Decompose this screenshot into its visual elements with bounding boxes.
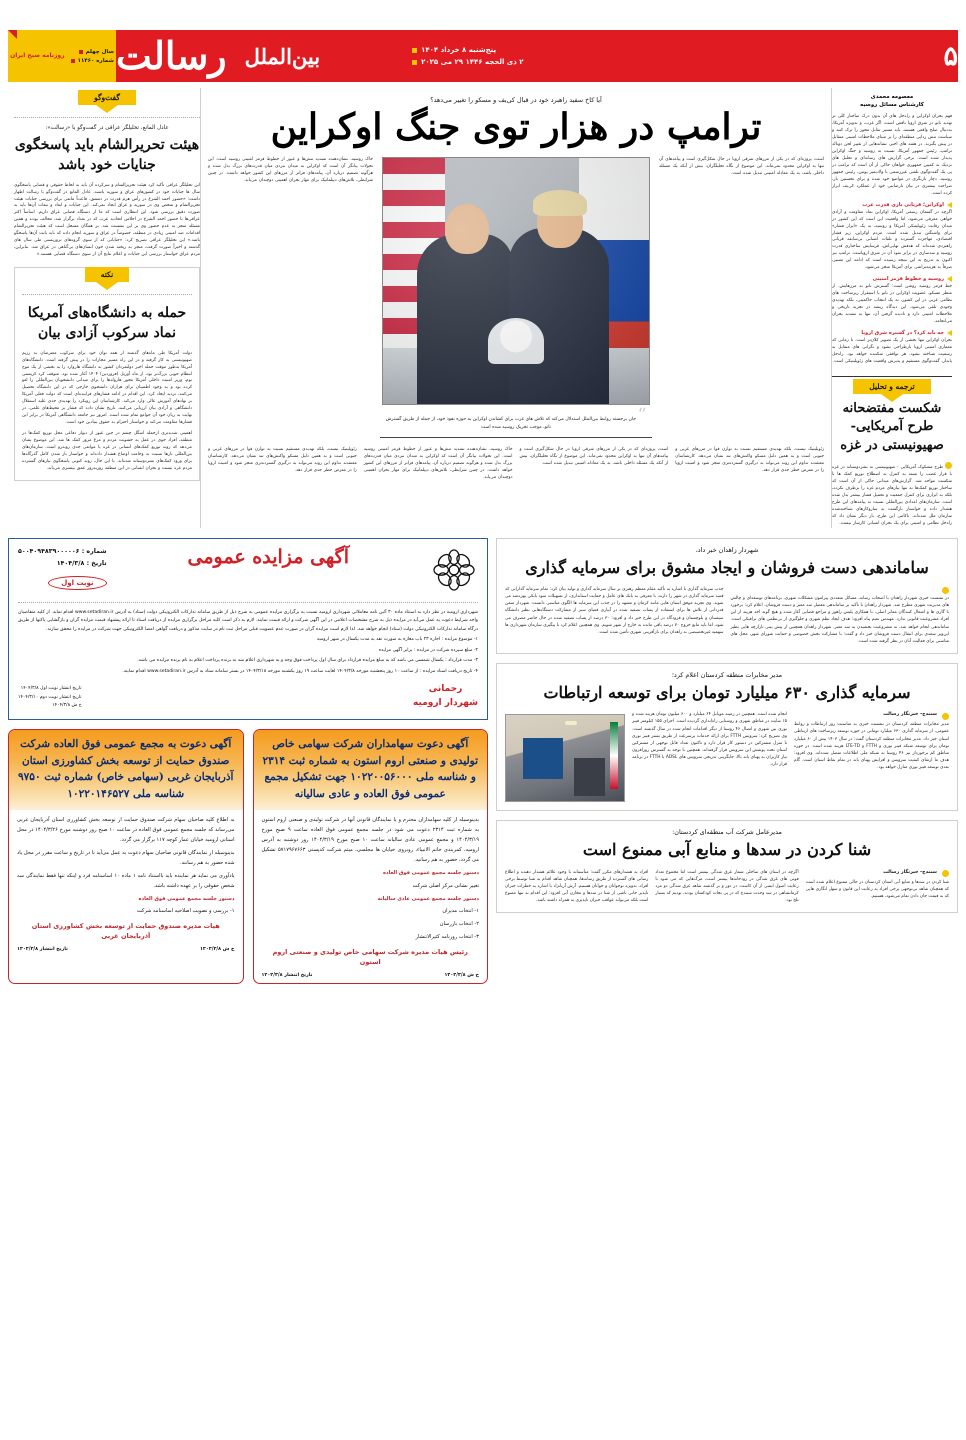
lead-lower-text-3: خاک روسیه، نشان‌دهنده تشدید تنش‌ها و عبور از خطوط قرمز امنیتی روسیه است. این تحولات بیانگر آن است که اوکراین به میدان نبردی میان قدرت‌های بزرگ بدل شده و هرگونه تصمیم درباره آن، پیامدهای فراتر از مرزهای این کشور خواهد داشت. در چنین شرایطی، تلاش‌های دیپلماتیک برای مهار بحران اهمیتی دوچندان می‌یابد. (363, 446, 513, 480)
lead-lower-text-4: ژئوپلیتیک نیست، بلکه تهدیدی مستقیم نسبت به توازن قوا در مرزهای غربی و جنوبی است و به همین دلیل مسکو واکنش‌های تند نشان می‌دهد. کارشناسان معتقدند تداوم این روند می‌تواند به درگیری گسترده‌تری منجر شود و امنیت اروپا را در معرض خطر جدی قرار دهد. (208, 446, 357, 473)
newspaper-page (0, 30, 966, 1440)
lead-headline: ترامپ در هزار توی جنگ اوکراین (270, 106, 762, 148)
lead-col-right (659, 157, 824, 443)
lead-lower-col-3 (364, 447, 513, 482)
news-col-left-3 (505, 869, 648, 905)
ad-date-line (18, 558, 107, 570)
lead-lower-grid (208, 447, 824, 482)
news-text-left-2: انجام شده است. همچنین در زمینه موبایل ۶۴ میلیارد و ۶۰۰ میلیون تومان هزینه شده و ۱۵ سایت در مناطق شهری و روستایی راه‌اندازی گردیده است. اجرای ۱۵۵ کیلومتر فیبر نوری بین شهری و اتصال ۴۶ روستا از دیگر اقدامات انجام شده در سال گذشته است. وی تصریح کرد: سرویس FTTH برای ارائه خدمات پرسرعت از طریق بستر فیبر نوری تا منزل مشترکین در دستور کار قرار دارد و تاکنون تعداد قابل توجهی از مشترکین استان تحت پوشش این سرویس قرار گرفته‌اند. همچنین با توجه به گسترش روزافزون نیاز کاربران به پهنای باند بالا، جایگزینی تدریجی سرویس های ADSL با FTTH در برنامه قرار دارد. (632, 712, 788, 768)
ad-publish-dates (18, 685, 82, 710)
lead-story (200, 88, 832, 528)
note-tag-wrap (22, 267, 192, 282)
byline-text-3: سنندج- خبرنگار رسالت (883, 869, 937, 875)
ad-card-2-agenda-title2: دستور جلسه مجمع عمومی عادی سالیانه (377, 895, 479, 902)
ad-card-2-agenda-2: ۲- انتخاب بازرسان (439, 921, 479, 928)
analysis-tag-wrap (832, 379, 952, 394)
lead-lower-text-2: است، پروژه‌ای که در یکی از مرزهای شرقی اروپا در حال شکل‌گیری است و پیامدهای آن تنها به اوکراین محدود نمی‌ماند. این موضوع از نگاه تحلیلگران، بیش از آنکه یک مسئله داخلی باشد، به یک معادله امنیتی تبدیل شده است. (519, 446, 669, 466)
news-col-mid-3 (655, 869, 798, 905)
ad-card-2-agenda-1: ۱- انتخاب مدیران (442, 908, 479, 915)
news-block-water (496, 820, 958, 913)
ad-date-value: ۱۴۰۴/۳/۸ (56, 559, 85, 567)
masthead-yellow-box (8, 30, 116, 82)
subhead-2-text: خط قرمز روسیه روشن است: گسترش ناتو به مرزهایش. از منظر مسکو، عضویت اوکراین در ناتو یا استقرار زیرساخت های نظامی غربی در این کشور، نه یک انتخاب حاکمیتی، بلکه تهدیدی وجودی تلقی می‌شود. این دیدگاه ریشه در تجربه تاریخی و ملاحظات امنیتی دارد و نادیده گرفتن آن، تنها به تشدید بحران می‌انجامد. (832, 284, 952, 324)
news-col-right-2 (794, 711, 949, 802)
dotted-rule-1 (14, 117, 200, 118)
quote-icon: “ (637, 405, 647, 426)
ad-card-agri-fund (8, 729, 244, 984)
ad-card-1-agenda-1: ۱- بررسی و تصویب اصلاحیه اساسنامه شرکت (136, 908, 235, 915)
ad-card-pair (8, 729, 488, 984)
ad-auction-item-4: ۴- تاریخ دریافت اسناد مزایده : از ساعت ۱۰ روز پنجشنبه مورخه ۱۴۰۴/۳/۸ لغایت ساعت ۱۹ روز یکشنبه مورخه ۱۴۰۴/۳/۱۸ در بستر سامانه ستاد به آدرس www.setadiran.ir اقدام نمایند. (122, 668, 478, 674)
date-lunar-gregorian: ۲ ذی الحجه ۱۴۴۶ ۲۹ می ۲۰۲۵ (412, 58, 523, 66)
ad-card-title-2: آگهی دعوت سهامداران شرکت سهامی خاص تولیدی و صنعتی اروم استون به شماره ثبت ۲۳۱۴ و شناسه ملی ۱۰۲۲۰۰۵۶۰۰۰ جهت تشکیل مجمع عمومی فوق العاده و عادی سالیانه (262, 737, 479, 801)
subhead-2: روسیه و خطوط قرمز امنیتی (832, 276, 952, 282)
ad-card-2-closing: رئیس هیات مدیره شرکت سهامی خاص تولیدی و صنعتی اروم استون (272, 948, 468, 966)
bullet-icon (945, 462, 952, 469)
screen-shape (523, 738, 563, 779)
news-col-right-3 (806, 869, 949, 905)
section-title: بین‌الملل (244, 43, 321, 69)
news-byline-3 (806, 869, 949, 877)
ad-card-2-publish: تاریخ انتشار ۱۴۰۴/۳/۸ (261, 972, 313, 978)
ad-auction-title: آگهی مزایده عمومی (187, 545, 350, 568)
ad-publish-first: تاریخ انتشار نوبت اول ۱۴۰۴/۳/۸ (20, 686, 82, 692)
paper-logo: رسالت (116, 33, 227, 78)
lead-col-left (208, 157, 373, 443)
ad-card-2-agenda-3: ۳- انتخاب روزنامه کثیرالانتشار (415, 934, 479, 941)
left-sidebar (8, 88, 200, 528)
date-solar: پنج‌شنبه ۸ خرداد ۱۴۰۴ (412, 46, 523, 54)
ad-round-badge: نوبت اول (48, 576, 106, 590)
upper-section (8, 88, 958, 528)
photo-lighting (383, 158, 649, 404)
ad-number-line (18, 546, 107, 558)
ad-card-1-p3: یادآوری می نماید هر نماینده باید بااستناد نامه ۱ ماده ۱۰ اساسنامه فرد و اینکه تنها فقط نمایندگی سه شخص حقوقی را بر عهده داشته باشد. (17, 872, 235, 889)
news-kicker-2: مدیر مخابرات منطقه کردستان اعلام کرد؛ (671, 670, 783, 679)
divider-rule (832, 376, 952, 377)
ad-dotted-rule (18, 602, 478, 603)
ad-card-urum-stone (253, 729, 489, 984)
masthead-issue-info (71, 49, 114, 64)
subhead-3-text: بحران اوکراین تنها بخشی از یک تصویر کلان‌تر است. تا زمانی که معماری امنیتی اروپا بازطراحی نشود و نگرانی های متقابل به رسمیت شناخته نشود، هر توافقی شکننده خواهد بود. راه‌حل پایدار، گفت‌وگوی مستقیم و پذیرش واقعیت های ژئوپلیتیکی است. (832, 337, 952, 364)
author-block (832, 93, 952, 109)
interview-body: این تحلیلگر عراقی تأکید کرد هیئت تحریرالشام و سرکرده آن باید به لحاظ حقوقی و قضایی پاسخگوی سال ها جنایات خود در کشورهای عراق و سوریه باشند. عادل المانع در گفت‌وگو با رسالت اظهار داشت: «حضور احمد الشرع در رأس هرم قدرت در دمشق، قاعدتاً مانعی برای بررسی جنایات هیئت تحریرالشام و شخص وی در سوریه و عراق ایجاد نمی‌کند. این جنایات و ابعاد و تبعات آن‌ها باید به صورت دقیق بررسی شود. این انتظاری است که ما از دستگاه قضایی عراق داریم. اساساً اکثر عراقی‌ها با حضور احمد الشرع در اجلاس اتحادیه عرب که در بغداد برگزار شد، مخالف بودند و همین مسئله منجر به عدم حضور وی بر این نشست شد. بر همگان مسجل است که هیئت تحریرالشام اقدامات ضد امنیتی زیادی در منطقه، خصوصاً در عراق و سوریه انجام داده که باید بابت آن‌ها پاسخگو باشد.» این تحلیلگر عراقی تصریح کرد: «جنایاتی که از سوی گروه‌های تروریستی طی سال های گذشته و اخیراً صورت گرفت، منجر به ریخته شدن خون انسان‌های بی‌گناهی در عراق شد. بنابراین، مردم عراق خواستار بررسی این جنایات و اعلام نتایج آن از سوی دستگاه قضایی هستند.» (14, 182, 200, 258)
ad-auction-body (18, 609, 478, 676)
year-label: سال چهلم (71, 49, 114, 55)
ad-card-2-agenda-title: دستور جلسه مجمع عمومی فوق العاده (383, 869, 479, 876)
tag-note: نکته (85, 267, 130, 282)
tag-interview: گفت‌وگو (78, 90, 136, 105)
ad-auction-meta (18, 546, 107, 590)
news-title-1: ساماندهی دست فروشان و ایجاد مشوق برای سرمایه گذاری (525, 557, 929, 577)
news-col-left-2 (632, 711, 787, 802)
lead-photo-wrap (380, 157, 652, 443)
lead-lower-col-1 (675, 447, 824, 482)
news-col-left-1 (505, 586, 724, 645)
byline-text-2: سنندج- خبرنگار رسالت (883, 712, 937, 718)
author-title: کارشناس مسائل روسیه (860, 102, 924, 109)
ad-signature-title: شهردار ارومیه (413, 698, 478, 709)
lead-col-left-text: خاک روسیه، نشان‌دهنده تشدید تنش‌ها و عبور از خطوط قرمز امنیتی روسیه است. این تحولات بیانگر آن است که اوکراین به میدان نبردی میان قدرت‌های بزرگ بدل شده و هرگونه تصمیم درباره آن، پیامدهای فراتر از مرزهای این کشور خواهد داشت. در چنین شرایطی، تلاش‌های دیپلماتیک برای مهار بحران اهمیتی دوچندان می‌یابد. (208, 157, 373, 184)
lead-kicker: آیا کاخ سفید راهبرد خود در قبال کی‌یف و مسکو را تغییر می‌دهد؟ (430, 96, 602, 104)
note-body-2: اهمیتی شدیدتری ازجمله اسگل چشم در حین عبور از دیوار دفاعی محل توزیع کمک‌ها در منطقه، افراد جوی در عمل به خشونت مردم و مرغ مرور کمک ها شد. این موضوع نشان می‌دهد که روند توزیع کمک‌های انسانی در غزه با موانعی جدی روبه‌رو است. سازمان‌های بین‌المللی بارها نسبت به وخامت اوضاع هشدار داده‌اند و خواستار باز شدن کامل گذرگاه‌ها برای ورود کمک‌های بشردوستانه شده‌اند. با این حال، روند کنونی پاسخگوی نیازهای گسترده مردم غزه نیست و بحران انسانی در این منطقه روزبه‌روز عمق بیشتری می‌یابد. (22, 431, 192, 471)
ad-number-label: شماره : (81, 547, 107, 555)
ad-card-body-1 (9, 810, 243, 917)
news-text-right-3: شنا کردن در سدها و منابع آبی استان کردستان در حالی ممنوع اعلام شده است که همچنان شاهد بی‌توجهی برخی افراد به رعایت این قانون و سهل انگاری هایی که به قیمت جان دادن تمام می‌شود، هستیم. (805, 879, 949, 899)
advertisements (8, 538, 488, 984)
news-kicker-3: مدیرعامل شرکت آب منطقه‌ای کردستان: (672, 828, 782, 837)
ad-card-2-code: خ ش ۱۴۰۴/۳/۸ (444, 972, 479, 978)
interview-tag-wrap (14, 90, 200, 105)
ad-card-1-p2: بدینوسیله از نمایندگان قانونی صاحبان سهام دعوت به عمل می‌آید تا در تاریخ و ساعت مقرر در محل یاد شده حضور به هم رسانند. (17, 849, 235, 866)
lead-lower-col-4 (208, 447, 357, 482)
ad-auction-footer (18, 678, 478, 711)
ad-card-head-1 (9, 730, 243, 810)
interview-kicker: عادل المانع، تحلیلگر عراقی در گفت‌وگو با «رسالت»: (45, 125, 169, 131)
analysis-headline: شکست مفتضحانه طرح آمریکایی-صهیونیستی در غزه (840, 400, 944, 453)
news-title-3: شنا کردن در سدها و منابع آبی ممنوع است (582, 840, 872, 860)
subhead-1-text: اگرچه در گفتمان رسمی آمریکا، اوکراین نماد مقاومت و آزادی خواهی معرفی می‌شود، اما واقعیت این است که این کشور در میدان رقابت ژئوپلیتیکی آمریکا و روسیه، به یک «ابزار فشار» برای واشنگتن تبدیل شده است. مردم اوکراین، زیر فشار اقتصادی، مهاجرت گسترده و تلفات انسانی بی‌سابقه قربانی راهبردی شده‌اند که هدفش نهایی‌اش، فرسایش ساختاری قدرت روسیه و سدسازی در برابر نفوذ آن در شرق اروپاست. ترامپ نیز اکنون به تدریج به این نتیجه رسیده است که ادامه این مسیر، صرفاً به هزینه‌تراشی برای آمریکا منجر می‌شود. (832, 209, 952, 271)
news-text-left-3: افراد به هشدارهای مکرر گفت: متأسفانه با وجود علائم هشدار دهنده و اطلاع رسانی های گسترده از طریق رسانه‌ها، همچنان شاهد اقدام به شنا توسط برخی افراد، به‌ویژه نوجوانان و جوانان هستیم. آرش آریانژاد با اشاره به خطرات جبران ناپذیر جانی ناشی از شنا در سدها و مخازن آبی افزود: این اقدام نه تنها ممنوع است بلکه می‌تواند عواقب جبران ناپذیری به همراه داشته باشد. (505, 869, 649, 904)
dotted-rule-2 (22, 294, 192, 295)
news-title-2: سرمایه گذاری ۶۳۰ میلیارد تومان برای توسعه ارتباطات (543, 682, 911, 702)
news-byline-2 (794, 711, 949, 719)
news-text-right-2: مدیر مخابرات منطقه کردستان در نشست خبری به مناسبت روز ارتباطات و روابط عمومی، از سرمایه گذاری ۶۳۰ میلیارد تومانی در حوزه توسعه زیرساخت های ارتباطی استان خبر داد. مدیر مخابرات منطقه کردستان گفت: در سال ۱۴۰۳ بیش از ۶۰ میلیارد تومان برای توسعه شبکه فیبر نوری و FTTH و LTE-TD هزینه شده است. در حوزه مناطق کم برخوردار نیز ۴۶ روستا به شبکه ملی اطلاعات متصل شده‌اند. وی افزود: هدف ما ارتقای کیفیت سرویس و افزایش پهنای باند در تمام نقاط استان است. گام بعدی توسعه فیبر نوری منازل خواهد بود. (794, 722, 950, 771)
ad-card-1-publish: تاریخ انتشار ۱۴۰۴/۳/۸ (17, 946, 68, 952)
ad-card-2-p1: بدینوسیله از کلیه سهامداران محترم و یا نمایندگان قانونی آنها در شرکت تولیدی و صنعتی اروم استون به شماره ثبت ۲۳۱۴ دعوت می شود در جلسه مجمع عمومی فوق العاده ساعت ۹ صبح مورخ ۱۴۰۴/۳/۱۹ و مجمع عمومی عادی سالیانه ساعت ۱۰ صبح مورخ ۱۴۰۴/۳/۱۹ روز دوشنبه به آدرس ارومیه، کمربندی خاتم الانبیاء، روبروی خیابان ها مجلسی، میثم شرکت کدپستی ۵۷۱۷۹۶۷۶۶۳ تشکیل می گردد، حضور به هم رسانید. (261, 817, 480, 863)
masthead-dates (412, 46, 523, 66)
ad-card-title-1: آگهی دعوت به مجمع عمومی فوق العاده شرکت صندوق حمایت از توسعه بخش کشاورزی استان آذربایجان غربی (سهامی خاص) شماره ثبت ۹۷۵۰ شناسه ملی ۱۰۲۲۰۱۴۶۵۲۷ (18, 737, 234, 801)
subhead-1: اوکراین؛ قربانی بازی قدرت غرب (832, 202, 952, 208)
ad-card-1-p1: به اطلاع کلیه صاحبان سهام شرکت صندوق حمایت از توسعه بخش کشاورزی استان آذربایجان غربی می‌رساند که جلسه مجمع عمومی فوق العاده در ساعت ۱۰ صبح روز دوشنبه مورخ ۱۴۰۴/۳/۲۶ در محل استانی ارومیه خیابان عمار کوچه ۱۱۷ برگزار می گردد. (17, 817, 235, 843)
caption-rule (380, 437, 652, 438)
ad-auction-item-3: ۳- مدت قرارداد : یکسال شمسی می باشد که به مبلغ مزایده قرارداد برای سال اول پرداخت فوق وجه و به شهرداری اعلام شد به برنده پرداخت اعلام به نام برنده مزایده می باشد. (137, 658, 478, 664)
note-body: دولت آمریکا طی ماه‌های گذشته از همه توان خود برای سرکوب معترضان به رژیم صهیونیستی به کار گرفته و در این راه مسیر مجازات را در پیش گرفته است. دانشگاه‌های آمریکا به‌طور موقت حمله اخیر دولتمردان کشور به دانشگاه هاروارد را به بخشی از یک موج انتظام جویی بزرگ‌تر بود، از ماه آوریل (فروردین) ۱۴۰۴ آغاز شده بود. متوقف کرد کریستی نوم، وزیر امنیت داخلی آمریکا محور هارولدها را برای میدانی دانشجویان بین‌المللی را لغو کرده بود و به وجود اطمینان برای هزاران دانشجوی خارجی که در این دانشگاه تحصیل می‌کنند، تردید ایجاد کرد. این اقدام در ادامه فشارهای فزاینده‌ای است که دولت فعلی آمریکا بر نهادهای آموزش عالی وارد می‌کند. کارشناسان این رویکرد را تهدیدی جدی علیه استقلال دانشگاهی و آزادی بیان ارزیابی می‌کنند. تاریخ نشان داده که فشار بر محیط‌های علمی، در نهایت به زیان خود آن جوامع تمام شده است. امروز نیز جامعه دانشگاهی آمریکا در برابر این فشارها مقاومت می‌کند و خواستار احترام به حقوق بنیادین خود است. (22, 350, 193, 426)
bullet-icon (942, 870, 949, 877)
news-text-right-1: در نشست خبری شهردار زاهدان با اصحاب رسانه، مسائل متعددی پیرامون مشکلات شهری، برنامه‌های توسعه‌ای و چالش های مدیریت شهری مطرح شد. شهردار زاهدان با تأکید بر ساماندهی معضل سد معبر و دست فروشان، اعلام کرد: برخورد با گاری ها و اشغال کنندگان معابر اصلی، با همکاری پلیس راهور و مراجع قضایی آغاز شده و هیچ گونه اخذ هزینه از این افراد مشروعیت قانونی ندارد. مهندس نعیم پناه افزود: هدف ایجاد نظم شهری و جلوگیری از بی‌نظمی های ترافیکی است. ساماندهی انجام خواهد شد، نه مشروعیت بخشیدن به سد معبر. شهردار زاهدان همچنین از پیش بینی بازارچه هایی نظیر این‌ویر سعدی برای انتقال دست فروشان خبر داد و گفت: با مشارکت بخش خصوصی و حمایت شورای شهر، محل های مناسبی برای فعالیت آنان در نظر گرفته شده است. (730, 596, 949, 644)
news-columns-2 (505, 711, 949, 802)
masthead (8, 30, 958, 82)
news-columns-1 (505, 586, 949, 645)
municipality-logo-icon (430, 546, 478, 594)
tag-analysis: ترجمه و تحلیل (853, 379, 930, 394)
ad-signature (413, 682, 478, 711)
lead-col-right-text: است، پروژه‌ای که در یکی از مرزهای شرقی اروپا در حال شکل‌گیری است و پیامدهای آن تنها به اوکراین محدود نمی‌ماند. این موضوع از نگاه تحلیلگران، بیش از آنکه یک مسئله داخلی باشد، به یک معادله امنیتی تبدیل شده است. (659, 157, 824, 177)
issue-label: شماره ۱۱۴۶۰ (71, 58, 114, 64)
note-box (14, 267, 200, 481)
bullet-icon (942, 713, 949, 720)
paper-vertical-label: روزنامه صبح ایران (10, 52, 65, 60)
note-headline: حمله به دانشگاه‌های آمریکا نماد سرکوب آزادی بیان (27, 305, 187, 342)
ad-card-1-footer (9, 944, 243, 952)
news-block-kurdistan-telecom (496, 663, 958, 811)
ad-date-label: تاریخ : (86, 559, 107, 567)
page-number: ۵ (943, 40, 958, 72)
photo-caption: “ جان برجسته روابط بین‌الملل استدلال می‌کند که تلاش های غرب برای کشاندن اوکراین به حوزه نفوذ خود، از جمله از طریق گسترش ناتو، موجب تحریک روسیه شده است (385, 405, 647, 430)
flag-shape (610, 722, 618, 789)
ad-auction-item-2: ۲- مبلغ سپرده شرکت در مزایده : برابر آگهی مزایده (378, 647, 478, 653)
news-col-right-1 (731, 586, 950, 645)
lead-body-grid (208, 157, 824, 443)
news-columns-3 (505, 869, 949, 905)
podium-shape (574, 758, 605, 796)
opinion-column (832, 88, 958, 528)
news-text-mid-3: اگرچه در استان های ساحلی شمار غرق شدگی بیشتر است اما مجموع تعداد فوتی های غرق شدگی در رودخانه‌ها بیشتر است، مرگ‌هایی که می شود با رعایت اصول ایمنی از آن کاست. در دور و بر گذشته شاهد غرق شدگی دو مرد کرمانشاهی در سد وحدت سنندج که در پی نجات کودکشان بودند، بودیم که بسیار تلخ بود. (655, 869, 799, 904)
ad-card-2-footer (254, 970, 488, 978)
ad-signature-name: رحمانی (428, 684, 463, 695)
ad-card-1-agenda-title: دستور جلسه مجمع عمومی فوق العاده (138, 895, 235, 902)
lead-photo (382, 157, 650, 405)
news-block-zahedan (496, 538, 958, 654)
lower-section (8, 538, 958, 984)
opinion-intro: فهم بحران اوکراین و راه‌حل های آن بدون درک ساختار کلی تر تهدید ناتو در شرق اروپا ناقص است، اگر غرب، و به‌ویژه آمریکا، به‌دنبال صلح واقعی هستند، باید مسیر تقابل محور را ترک کنند و سیاست تنش زدایی منطقه‌ای را بر مبنای ملاحظات امنیتی متقابل در پیش بگیرند. در هفته های اخیر، نشانه‌هایی از تغییر لحن دونالد ترامپ، رئیس جمهور آمریکا، نسبت به روسیه و جنگ اوکراین پدیدار شده است. برخی گزارش های رسانه‌ای و تحلیل های نزدیک به کمپین جمهوری خواهان حاکی از آن است که ترامپ در پی یک گفت‌وگوی تلفنی غیررسمی با ولادیمیر پوتین، رئیس جمهور روسیه، دچار بازنگری در مواضع خود شده و برای نخستین بار، صراحت بیشتری در بیان نارضایتی خود از عملکرد کی‌یف ابراز کرده است. (832, 114, 952, 196)
masthead-red-bar (116, 30, 958, 82)
lead-lower-text-1: ژئوپلیتیک نیست، بلکه تهدیدی مستقیم نسبت به توازن قوا در مرزهای غربی و جنوبی است و به همین دلیل مسکو واکنش‌های تند نشان می‌دهد. کارشناسان معتقدند تداوم این روند می‌تواند به درگیری گسترده‌تری منجر شود و امنیت اروپا را در معرض خطر جدی قرار دهد. (675, 446, 824, 473)
ad-number-value: ۵۰۰۴۰۹۴۸۳۹۰۰۰۰۰۶ (18, 547, 80, 555)
news-text-left-1: جذب سرمایه گذاری با اشاره به تأکید مقام معظم رهبری بر سال سرمایه گذاری و تولید بیان کرد: تمام سرمایه گذارانی که قصد سرمایه گذاری در شهر را دارند، با معرفی به بانک های عامل و حمایت استانداری، از تسهیلات سود بانکی بهره‌مند می شوند. وی تجربه موفق استان هایی مانند کرمان و مشهد را در جذب این سرمایه ها الگوی مناسبی دانست. شهردار ضمن قدردانی از تلاش ها برای استفاده از پساب تصفیه شده در آبیاری فضای سبز از مشارکت دستگاه‌هایی نظیر دانشگاه سیستان و بلوچستان و فرودگاه در این طرح خبر داد و افزود: ۳۰ درصد از پساب تصفیه شده در حال حاضر مصرف می شود، اما باید مانع خروج ۷۰ درصد باقی مانده به خارج از شهر شویم. وی همچنین اعلام کرد با پیگیری سازمان شهرداری ها سهمیه غیرتخصیصی به راهدان برای بازآفرینی شهری تأمین شده است. (505, 587, 724, 635)
ad-auction-item-1: ۱- موضوع مزایده : اجاره ۲۳ باب مغازه به صورت نقد به مدت یکسال در شهر ارومیه (317, 637, 478, 643)
interview-headline: هیئت تحریرالشام باید پاسخگوی جنایات خود باشد (14, 137, 200, 174)
ad-publish-second: تاریخ انتشار نوبت دوم ۱۴۰۴/۳/۱۰ (18, 694, 82, 700)
bullet-icon (942, 587, 949, 594)
ad-card-body-2 (254, 810, 488, 943)
news-photo-2 (505, 714, 625, 802)
ad-code: خ ش ۱۴۰۴/۳/۸ (52, 703, 82, 709)
ad-card-2-agenda-sub: تغییر نشانی مرکز اصلی شرکت (412, 882, 479, 889)
news-kicker-1: شهردار زاهدان خبر داد، (695, 545, 759, 554)
ad-card-1-closing: هیات مدیره صندوق حمایت از توسعه بخش کشاورزی استان آذربایجان غربی (31, 922, 220, 941)
ad-auction-intro: شهرداری ارومیه در نظر دارد به استناد ماده ۳۰ آئین نامه معاملاتی شهرداری ارومیه نسبت به برگزاری مزایده عمومی به شرح ذیل از طریق سامانه تدارکات الکترونیکی دولت (ستاد) به آدرس www.setadiran.ir اقدام نماید. از کلیه متقاضیان واجد شرایط دعوت به عمل می‌آید در مزایده ذیل به شرح مشخصات اعلامی در این آگهی شرکت و ارائه قیمت نمایند. لازم به ذکر است کلیه مراحل برگزاری مزایده از دریافت اسناد تا ارائه پیشنهاد قیمت مزایده گران و بازگشایی پاکتها از طریق درگاه سامانه تدارکات الکترونیکی دولت (ستاد) انجام خواهد شد. لذا لازم است مزایده گران در صورت عدم عضویت قبلی مراحل ثبت نام در سایت مذکور و دریافت گواهی امضا الکترونیکی جهت شرکت در مزایده را محقق سازند. (18, 609, 478, 632)
ceiling-light-icon (565, 721, 577, 725)
subhead-3: چه باید کرد؟ در گستره شرق اروپا (832, 330, 952, 336)
author-name: معصومه محمدی (870, 94, 914, 100)
analysis-body: طرح مشکوک آمریکایی - صهیونیستی به بشردوستانه در غزه با قرار غضب را بسته به کنترل به اصطلاح توزیع کمک ها با شکست مواجه شد. گزارش‌های میدانی حاکی از آن است که ساختار توزیع کمک‌ها نه تنها نیازهای مردم غزه را برطرف نکرده، بلکه به ابزاری برای کنترل جمعیت و تحمیل فشار بیشتر بدل شده است. سازمان‌های امدادی بین‌المللی نسبت به پیامدهای این طرح هشدار داده و خواستار بازگشت به سازوکارهای شناخته‌شده سازمان ملل شده‌اند. ناکامی این طرح، بار دیگر نشان داد که راه‌حل نظامی و امنیتی برای یک بحران انسانی کارساز نیست. (832, 461, 952, 528)
lead-lower-col-2 (520, 447, 669, 482)
ad-card-1-code: خ ش ۱۴۰۴/۳/۸ (200, 946, 235, 952)
news-byline-1 (731, 586, 950, 593)
regional-news (496, 538, 958, 984)
news-photo-col-2 (505, 711, 625, 802)
ad-logo-wrap (430, 546, 478, 594)
ad-public-auction (8, 538, 488, 720)
ad-card-head-2 (254, 730, 488, 810)
ad-auction-header (18, 546, 478, 594)
